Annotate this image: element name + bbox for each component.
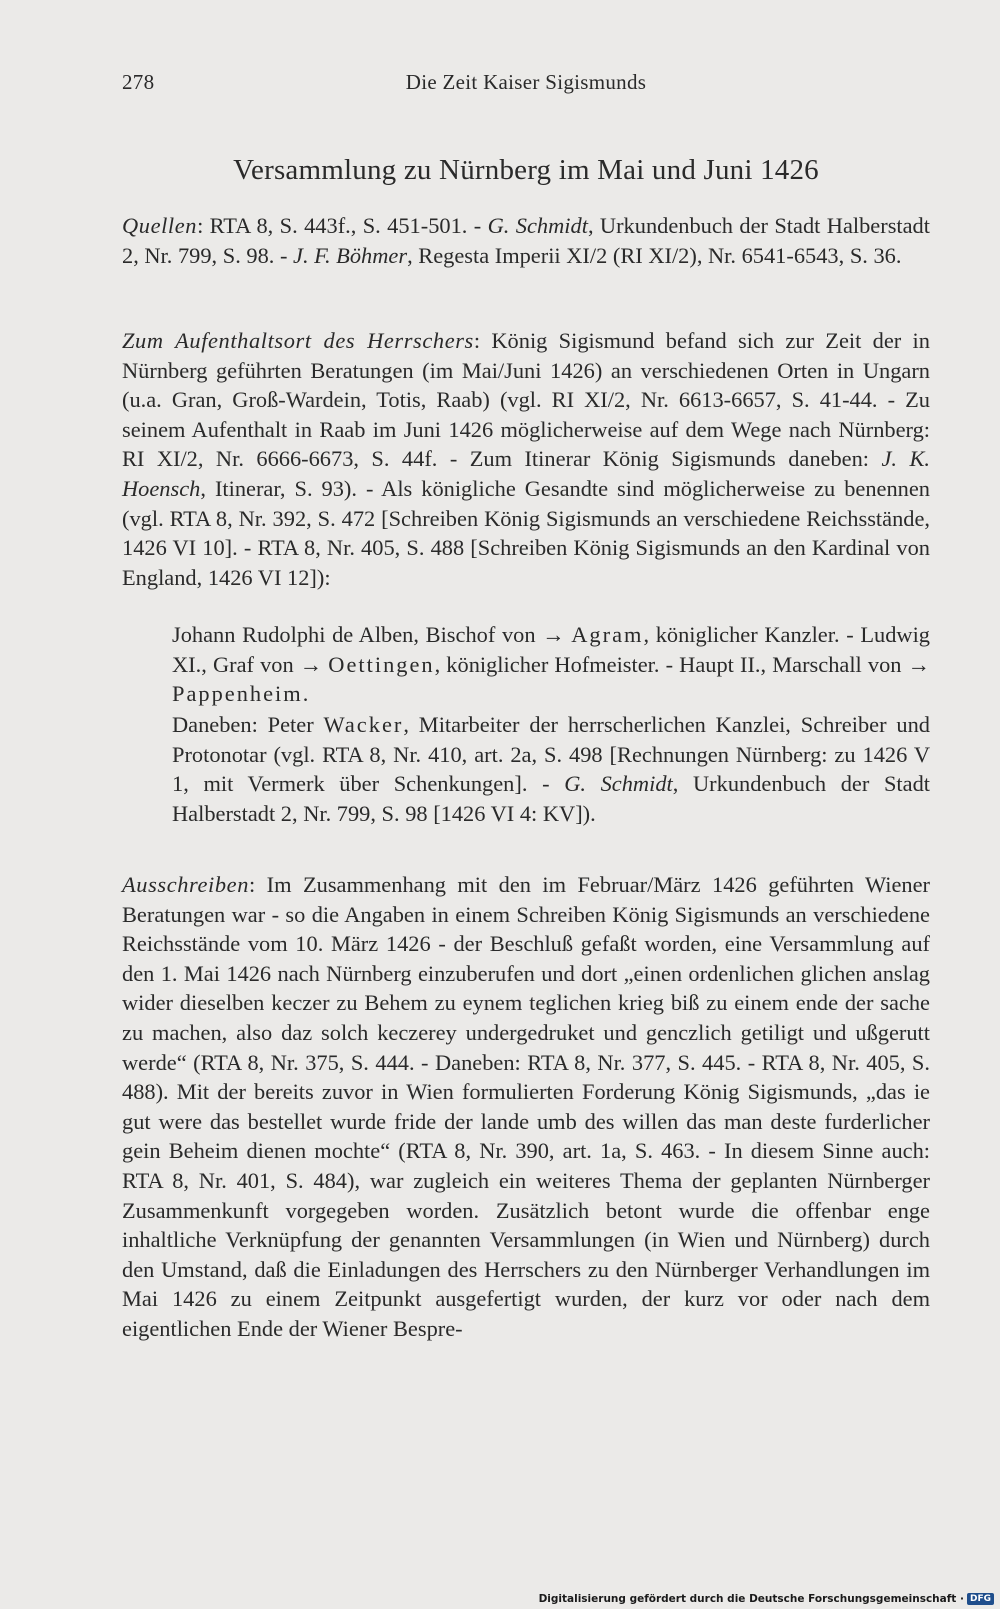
place-name: Agram [571, 622, 644, 647]
announcement-paragraph: Ausschreiben: Im Zusammenhang mit den im Februar/März 1426 geführten Wiener Beratungen war - so die Angaben in einem Schreiben König Sigismunds an verschiedene Reichsstände vom 10. März 1426 - der Beschluß gefaßt worden, eine Versammlung auf den 1. Mai 1426 nach Nürnberg einzuberufen und dort „einen ordenlichen glichen anslag wider dieselben keczer zu Behem zu eynem teglichen krieg biß zu einem ende der sache zu machen, also daz solch keczerey undergedruket und genczlich getiligt und ußgerutt werde“ (RTA 8, Nr. 375, S. 444. - Daneben: RTA 8, Nr. 377, S. 445. - RTA 8, Nr. 405, S. 488). Mit der bereits zuvor in Wien formulierten Forderung König Sigismunds, „das ie gut were das bestellet wurde fride der lande umb des willen das man deste furderlicher gein Beheim dienen mochte“ (RTA 8, Nr. 390, art. 1a, S. 463. - In diesem Sinne auch: RTA 8, Nr. 401, S. 484), war zugleich ein weiteres Thema der geplanten Nürnberger Zusammenkunft vorgegeben worden. Zusätzlich betont wurde die offenbar enge inhaltliche Verknüpfung der genannten Versammlungen (in Wien und Nürnberg) durch den Umstand, daß die Einladungen des Herrschers zu den Nürnberger Verhandlungen im Mai 1426 zu einem Zeitpunkt ausgefertigt wurden, der kurz vor oder nach dem eigentlichen Ende der Wiener Bespre- [122, 872, 930, 1341]
author-name: G. Schmidt [487, 213, 588, 238]
credit-text: Digitalisierung gefördert durch die Deutsche Forschungsgemeinschaft · [538, 1593, 964, 1605]
sources-label: Quellen [122, 213, 198, 238]
running-title: Die Zeit Kaiser Sigismunds [405, 70, 647, 94]
digitization-credit [539, 1593, 994, 1605]
announcement-label: Ausschreiben [122, 872, 250, 897]
place-name: Pappenheim [172, 681, 303, 707]
section-title: Versammlung zu Nürnberg im Mai und Juni 1426 [233, 154, 819, 186]
author-name: J. K. Hoensch [122, 446, 930, 501]
arrow-icon: → [542, 622, 565, 647]
arrow-icon: → [907, 651, 930, 677]
dfg-logo: DFG [967, 1593, 994, 1605]
besides-paragraph: Daneben: Peter Wacker, Mitarbeiter der herrscherlichen Kanzlei, Schreiber und Protonotar (vgl. RTA 8, Nr. 410, art. 2a, S. 498 [Rechnungen Nürnberg: zu 1426 V 1, mit Vermerk über Schenkungen]. - G. Schmidt, Urkundenbuch der Stadt Halberstadt 2, Nr. 799, S. 98 [1426 VI 4: KV]). [172, 712, 931, 826]
place-name: Oettingen [328, 651, 435, 677]
sources-paragraph: Quellen: RTA 8, S. 443f., S. 451-501. - G. Schmidt, Urkundenbuch der Stadt Halberstadt 2, Nr. 799, S. 98. - J. F. Böhmer, Regesta Imperii XI/2 (RI XI/2), Nr. 6541-6543, S. 36. [122, 213, 930, 268]
author-name: G. Schmidt [564, 771, 673, 797]
page-number: 278 [122, 70, 155, 94]
arrow-icon: → [299, 651, 323, 677]
residence-paragraph: Zum Aufenthaltsort des Herrschers: König Sigismund befand sich zur Zeit der in Nürnberg geführten Beratungen (im Mai/Juni 1426) an verschiedenen Orten in Ungarn (u.a. Gran, Groß-Wardein, Totis, Raab) (vgl. RI XI/2, Nr. 6613-6657, S. 41-44. - Zu seinem Aufenthalt in Raab im Juni 1426 möglicherweise auf dem Wege nach Nürnberg: RI XI/2, Nr. 6666-6673, S. 44f. - Zum Itinerar König Sigismunds daneben: J. K. Hoensch, Itinerar, S. 93). - Als königliche Gesandte sind möglicherweise zu benennen (vgl. RTA 8, Nr. 392, S. 472 [Schreiben König Sigismunds an verschiedene Reichsstände, 1426 VI 10]. - RTA 8, Nr. 405, S. 488 [Schreiben König Sigismunds an den Kardinal von England, 1426 VI 12]): [122, 328, 930, 590]
author-name: J. F. Böhmer [293, 242, 408, 268]
person-name: Wacker [323, 712, 404, 737]
residence-label: Zum Aufenthaltsort des Herrschers [122, 328, 474, 353]
envoys-paragraph: Johann Rudolphi de Alben, Bischof von → Agram, königlicher Kanzler. - Ludwig XI., Graf von → Oettingen, königlicher Hofmeister. - Haupt II., Marschall von → Pappenheim. [172, 622, 930, 707]
